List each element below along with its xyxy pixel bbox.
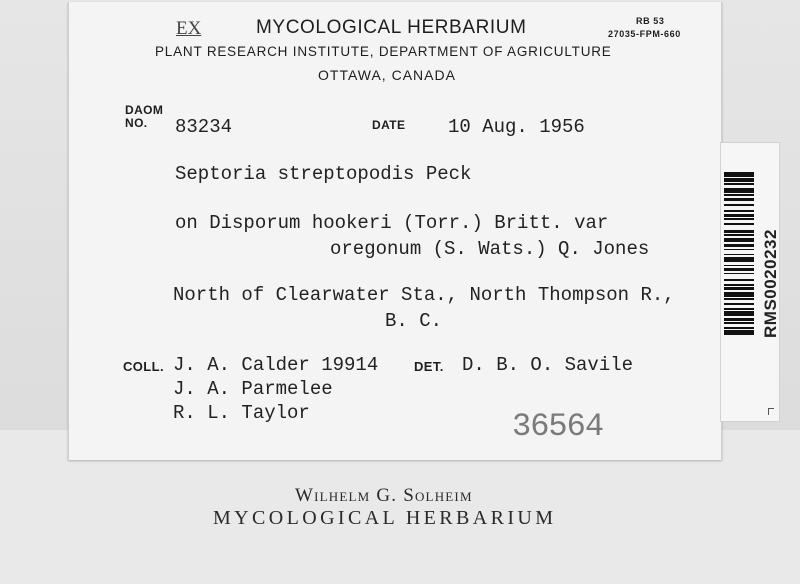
barcode-bar bbox=[724, 330, 754, 335]
barcode-bar bbox=[724, 188, 754, 193]
barcode-bar bbox=[724, 178, 754, 181]
barcode-bar bbox=[724, 273, 754, 275]
host-line-1: on Disporum hookeri (Torr.) Britt. var bbox=[175, 212, 609, 234]
barcode-bar bbox=[724, 284, 754, 286]
barcode-bar bbox=[724, 279, 754, 281]
accession-stamp: 36564 bbox=[512, 408, 604, 445]
determiner: D. B. O. Savile bbox=[462, 354, 634, 376]
barcode-bar bbox=[724, 183, 754, 185]
barcode-bar bbox=[724, 238, 754, 243]
barcode-bar bbox=[724, 311, 754, 316]
barcode-bar bbox=[724, 322, 754, 324]
barcode-bar bbox=[724, 298, 754, 300]
det-label: DET. bbox=[414, 359, 444, 374]
barcode-bar bbox=[724, 327, 754, 329]
form-code: 27035-FPM-660 bbox=[608, 29, 681, 39]
barcode-bar bbox=[724, 172, 754, 177]
daom-number: 83234 bbox=[175, 116, 233, 138]
barcode-bar bbox=[724, 249, 754, 251]
daom-label: DAOM bbox=[125, 103, 164, 117]
no-label: NO. bbox=[125, 116, 148, 130]
label-title: MYCOLOGICAL HERBARIUM bbox=[256, 17, 527, 38]
barcode-bar bbox=[724, 198, 754, 201]
coll-label: COLL. bbox=[123, 359, 164, 374]
city: OTTAWA, CANADA bbox=[318, 67, 456, 83]
barcode-bar bbox=[724, 234, 754, 236]
barcode-bar bbox=[724, 223, 754, 225]
barcode-bar bbox=[724, 230, 754, 233]
barcode-bar bbox=[724, 204, 754, 206]
barcode-bar bbox=[724, 210, 754, 212]
barcode-bar bbox=[724, 214, 754, 217]
collector-3: R. L. Taylor bbox=[173, 402, 310, 424]
barcode-bar bbox=[724, 218, 754, 220]
barcode-number: RMS0020232 bbox=[761, 229, 780, 338]
host-line-2: oregonum (S. Wats.) Q. Jones bbox=[330, 238, 650, 260]
collector-2: J. A. Parmelee bbox=[173, 378, 333, 400]
locality-line-2: B. C. bbox=[385, 310, 443, 332]
collector-1: J. A. Calder 19914 bbox=[173, 354, 379, 376]
ex-mark: EX bbox=[176, 18, 202, 39]
species-name: Septoria streptopodis Peck bbox=[175, 163, 472, 185]
barcode-bar bbox=[724, 254, 754, 256]
sheet-owner: Wilhelm G. Solheim bbox=[295, 485, 473, 506]
barcode-bar bbox=[724, 287, 754, 290]
rb-number: RB 53 bbox=[636, 16, 665, 26]
date-label: DATE bbox=[372, 118, 406, 132]
barcode-bar bbox=[724, 308, 754, 310]
sheet-herbarium: MYCOLOGICAL HERBARIUM bbox=[213, 507, 557, 529]
barcode-bar bbox=[724, 265, 754, 267]
barcode-bar bbox=[724, 257, 754, 262]
locality-line-1: North of Clearwater Sta., North Thompson R., bbox=[173, 284, 675, 306]
barcode-bar bbox=[724, 244, 754, 247]
date-value: 10 Aug. 1956 bbox=[448, 116, 585, 138]
barcode-bar bbox=[724, 194, 754, 196]
barcode bbox=[724, 172, 754, 384]
institute-name: PLANT RESEARCH INSTITUTE, DEPARTMENT OF AGRICULTURE bbox=[155, 44, 612, 59]
barcode-bar bbox=[724, 268, 754, 271]
barcode-bar bbox=[724, 303, 754, 305]
corner-mark bbox=[768, 408, 774, 415]
barcode-bar bbox=[724, 318, 754, 321]
barcode-bar bbox=[724, 292, 754, 297]
